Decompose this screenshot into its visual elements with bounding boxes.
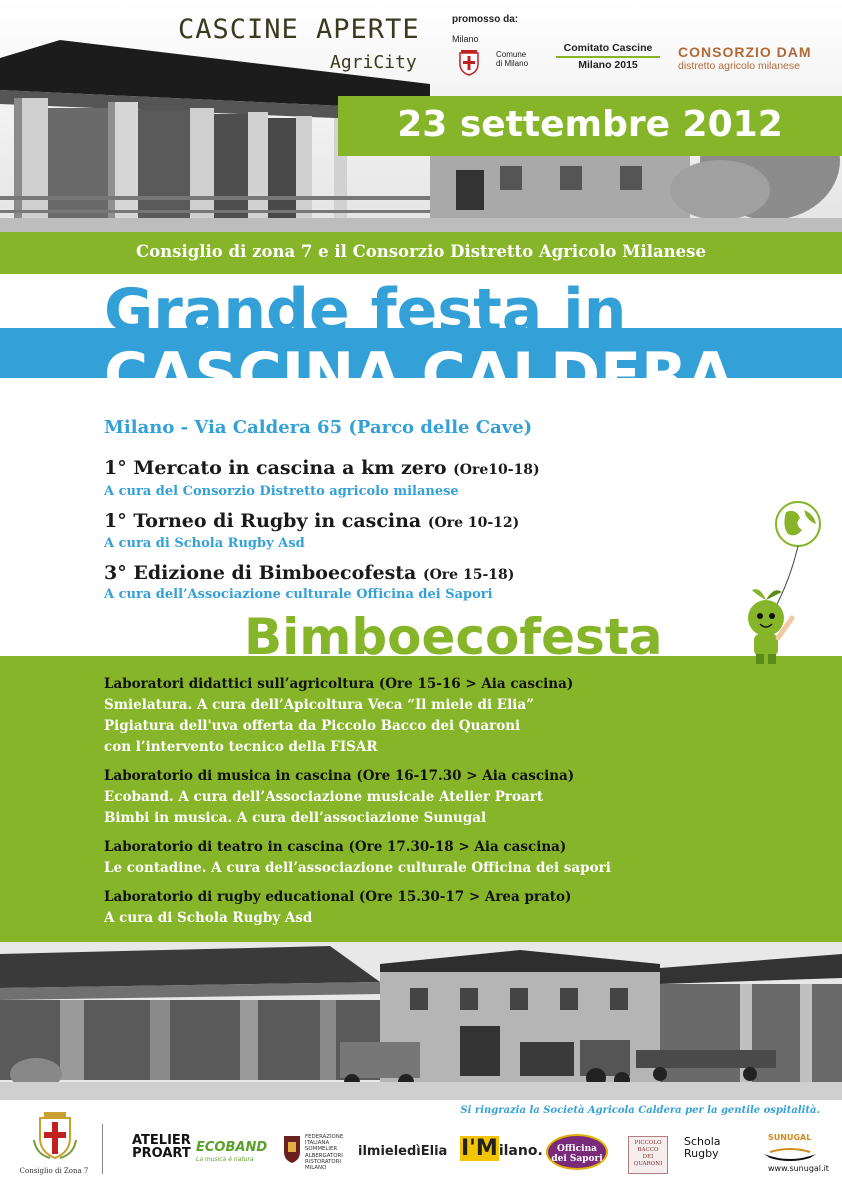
comitato-cascine-logo xyxy=(556,42,660,72)
il-miele-di-elia-logo: ilmieledìElia xyxy=(358,1144,448,1159)
comitato-divider xyxy=(556,56,660,58)
sponsor-divider xyxy=(102,1124,103,1174)
event-2-time: (Ore 10-12) xyxy=(427,515,520,531)
lab-3-line-1: Le contadine. A cura dell’associazione culturale Officina dei sapori xyxy=(104,860,611,876)
bottom-farmyard-photo xyxy=(0,942,842,1100)
lab-2-line-1: Ecoband. A cura dell’Associazione musicale Atelier Proart xyxy=(104,789,544,805)
organizers-text: Consiglio di zona 7 e il Consorzio Distretto Agricolo Milanese xyxy=(136,242,706,261)
consiglio-zona-7-label: Consiglio di Zona 7 xyxy=(19,1167,89,1175)
event-1-title: 1° Mercato in cascina a km zero (Ore10-18) xyxy=(104,457,540,479)
event-date: 23 settembre 2012 xyxy=(397,104,783,145)
event-3-organizer: A cura dell’Associazione culturale Officina dei Sapori xyxy=(104,587,493,602)
lab-1-line-1: Smielatura. A cura dell’Apicoltura Veca “Il miele di Elia” xyxy=(104,697,534,713)
imilano-rest: ilano. xyxy=(498,1143,543,1159)
consorzio-tagline: distretto agricolo milanese xyxy=(678,60,800,72)
event-address: Milano - Via Caldera 65 (Parco delle Cave) xyxy=(104,417,533,438)
headline-line-1: Grande festa in xyxy=(104,276,627,346)
fisar-logo: FEDERAZIONE ITALIANA SOMMELIER ALBERGATORI RISTORATORI MILANO xyxy=(305,1134,344,1172)
event-3-title: 3° Edizione di Bimboecofesta (Ore 15-18) xyxy=(104,562,515,584)
piccolo-bacco-logo: PICCOLO BACCO DEI QUARONI xyxy=(633,1140,663,1167)
atelier-proart-logo: ATELIER PROART xyxy=(132,1133,191,1161)
milano-city-label: Milano xyxy=(452,34,479,44)
cascine-aperte-title: CASCINE APERTE xyxy=(178,14,420,45)
event-2-organizer: A cura di Schola Rugby Asd xyxy=(104,536,305,551)
comune-di-milano-logo xyxy=(452,34,540,78)
lab-4-heading: Laboratorio di rugby educational (Ore 15.30-17 > Area prato) xyxy=(104,889,572,905)
consorzio-dam-logo xyxy=(672,44,832,74)
imilano-logo xyxy=(460,1136,543,1161)
lab-1-heading: Laboratori didattici sull’agricoltura (Ore 15-16 > Aia cascina) xyxy=(104,676,574,692)
mascot-with-globe-balloon-icon xyxy=(730,500,830,665)
sunugal-name: SUNUGAL xyxy=(768,1133,812,1142)
milano-crest-icon xyxy=(458,50,480,76)
officina-dei-sapori-logo: Officina dei Sapori xyxy=(551,1144,603,1164)
promoted-by-label: promosso da: xyxy=(452,14,519,25)
event-1-organizer: A cura del Consorzio Distretto agricolo milanese xyxy=(104,484,459,499)
sunugal-url: www.sunugal.it xyxy=(768,1164,829,1173)
lab-2-heading: Laboratorio di musica in cascina (Ore 16-17.30 > Aia cascina) xyxy=(104,768,575,784)
imilano-mark: I'M xyxy=(461,1136,498,1161)
sunugal-boat-icon xyxy=(760,1144,820,1162)
ecoband-logo: ECOBAND xyxy=(196,1140,268,1155)
thanks-note: Si ringrazia la Società Agricola Caldera per la gentile ospitalità. xyxy=(460,1105,820,1116)
headline-line-2: CASCINA CALDERA xyxy=(104,340,734,410)
consiglio-zona-7-crest-icon xyxy=(30,1110,80,1160)
event-3-time: (Ore 15-18) xyxy=(422,567,515,583)
lab-3-heading: Laboratorio di teatro in cascina (Ore 17.30-18 > Aia cascina) xyxy=(104,839,567,855)
schola-rugby-logo: Schola Rugby xyxy=(684,1135,721,1160)
ecoband-tagline: La musica è natura xyxy=(196,1156,254,1163)
lab-1-line-3: con l’intervento tecnico della FISAR xyxy=(104,739,378,755)
bimboecofesta-title: Bimboecofesta xyxy=(244,608,663,666)
event-2-title: 1° Torneo di Rugby in cascina (Ore 10-12) xyxy=(104,510,520,532)
event-1-time: (Ore10-18) xyxy=(453,462,540,478)
comitato-line-1: Comitato Cascine xyxy=(563,42,653,54)
comitato-line-2: Milano 2015 xyxy=(578,59,638,71)
lab-1-line-2: Pigiatura dell'uva offerta da Piccolo Bacco dei Quaroni xyxy=(104,718,521,734)
fisar-crest-icon xyxy=(282,1134,302,1164)
consorzio-name: CONSORZIO DAM xyxy=(678,44,812,60)
lab-2-line-2: Bimbi in musica. A cura dell’associazione Sunugal xyxy=(104,810,487,826)
lab-4-line-1: A cura di Schola Rugby Asd xyxy=(104,910,313,926)
agricity-subtitle: AgriCity xyxy=(330,52,417,73)
comune-di-milano-label: Comune di Milano xyxy=(496,50,529,68)
